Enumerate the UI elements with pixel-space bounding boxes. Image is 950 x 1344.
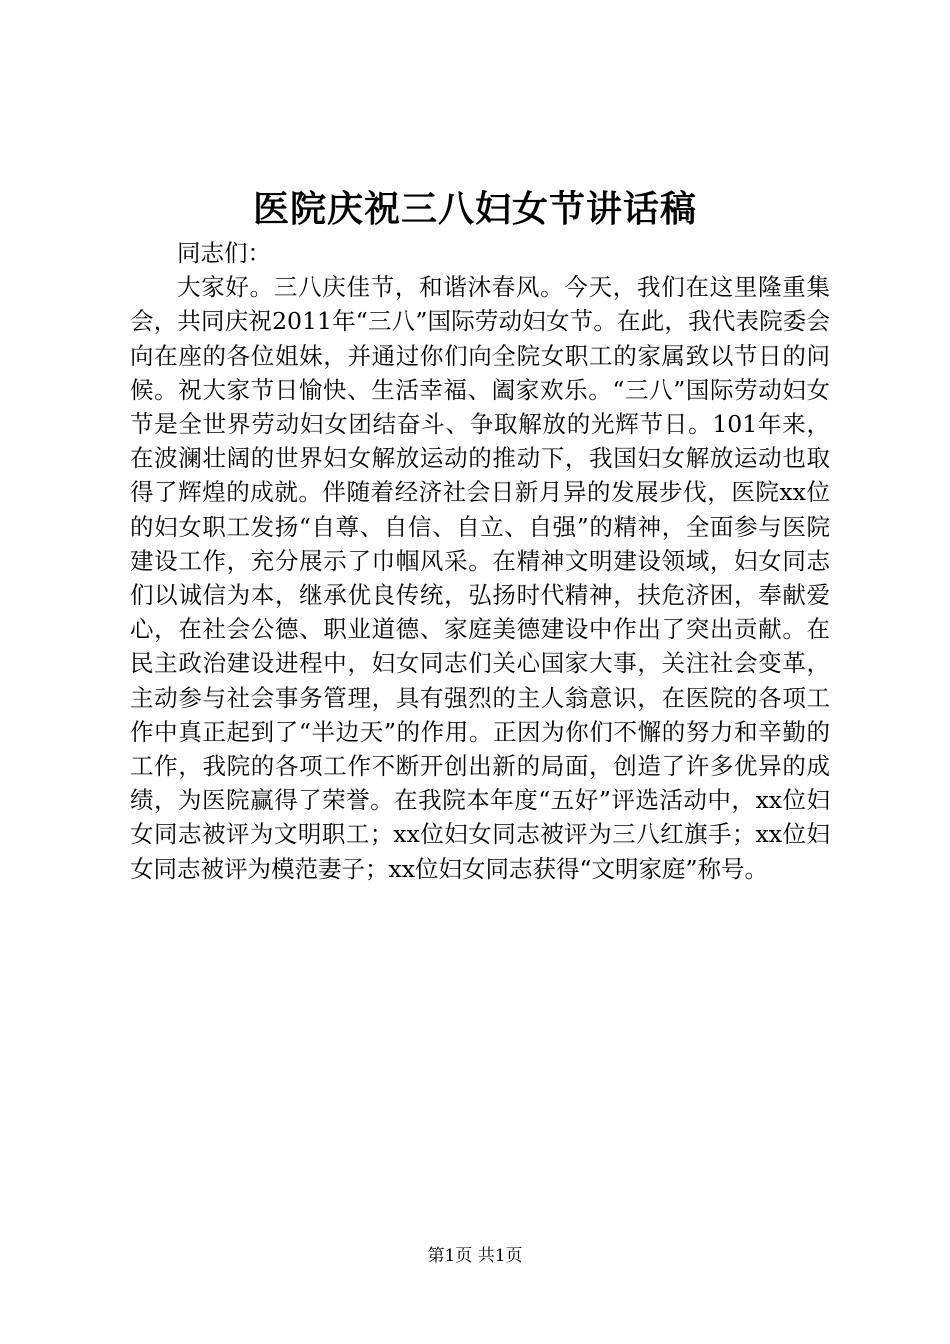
salutation: 同志们： bbox=[177, 239, 271, 267]
document-title: 医院庆祝三八妇女节讲话稿 bbox=[252, 188, 697, 230]
page-footer: 第1页 共1页 bbox=[427, 1246, 523, 1266]
body-paragraph: 大家好。三八庆佳节，和谐沐春风。今天，我们在这里隆重集会，共同庆祝2011年“三八”国际劳动妇女节。在此，我代表院委会向在座的各位姐妹，并通过你们向全院女职工的家属致以节日的问候。祝大家节日愉快、生活幸福、阖家欢乐。“三八”国际劳动妇女节是全世界劳动妇女团结奋斗、争取解放的光辉节日。101年来，在波澜壮阔的世界妇女解放运动的推动下，我国妇女解放运动也取得了辉煌的成就。伴随着经济社会日新月异的发展步伐，医院xx位的妇女职工发扬“自尊、自信、自立、自强”的精神，全面参与医院建设工作，充分展示了巾帼风采。在精神文明建设领域，妇女同志们以诚信为本，继承优良传统，弘扬时代精神，扶危济困，奉献爱心，在社会公德、职业道德、家庭美德建设中作出了突出贡献。在民主政治建设进程中，妇女同志们关心国家大事，关注社会变革，主动参与社会事务管理，具有强烈的主人翁意识，在医院的各项工作中真正起到了“半边天”的作用。正因为你们不懈的努力和辛勤的工作，我院的各项工作不断开创出新的局面，创造了许多优异的成绩，为医院赢得了荣誉。在我院本年度“五好”评选活动中，xx位妇女同志被评为文明职工；xx位妇女同志被评为三八红旗手；xx位妇女同志被评为模范妻子；xx位妇女同志获得“文明家庭”称号。 bbox=[130, 273, 830, 883]
document-body bbox=[130, 236, 830, 886]
